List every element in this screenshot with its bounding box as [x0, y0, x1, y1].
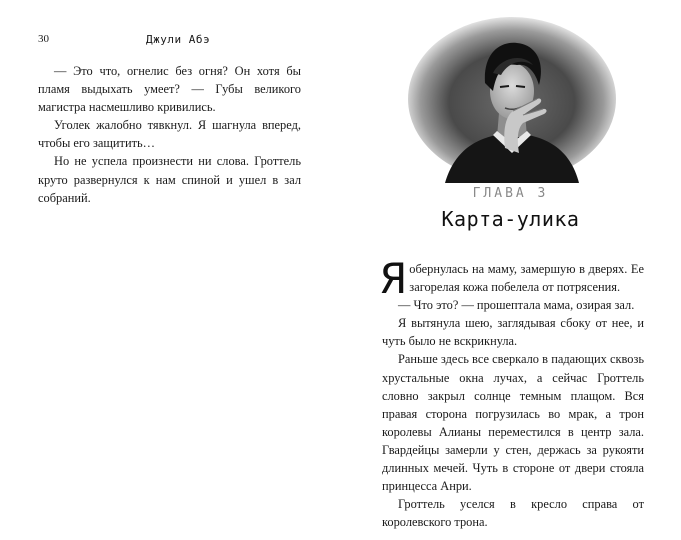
- left-page: [0, 0, 340, 540]
- first-paragraph-text: обернулась на маму, замершую в дверях. Ее загорелая кожа побелела от потрясения.: [409, 262, 644, 295]
- chapter-label: ГЛАВА 3: [472, 186, 549, 201]
- paragraph: — Что это? — прошептала мама, озирая зал.: [398, 298, 635, 313]
- left-body-text: [38, 62, 301, 207]
- paragraph: Уголек жалобно тявкнул. Я шагнула вперед, чтобы его защитить…: [38, 118, 301, 151]
- right-body-text: [380, 254, 644, 531]
- paragraph: Но не успела произнести ни слова. Гроттель круто развернулся к нам спиной и ушел в зал собраний.: [38, 154, 301, 205]
- right-page: [340, 0, 681, 540]
- chapter-title: Карта-улика: [441, 207, 580, 231]
- paragraph: — Это что, огнелис без огня? Он хотя бы пламя выдыхать умеет? — Губы великого магистра насмешливо кривились.: [38, 64, 301, 115]
- chapter-illustration: [405, 13, 619, 183]
- paragraph: Гроттель уселся в кресло справа от королевского трона.: [382, 497, 644, 530]
- running-head: [38, 33, 302, 49]
- page-number: 30: [38, 33, 49, 45]
- drop-cap: Я: [380, 254, 406, 303]
- running-title: Джули Абэ: [146, 33, 211, 46]
- paragraph: Раньше здесь все сверкало в падающих сквозь хрустальные окна лучах, а сейчас Гроттель словно закрыл солнце темным плащом. Вся правая сторона погрузилась во мрак, а трон королевы Алианы переместился в центр зала. Гвардейцы замерли у стен, держась за рукояти длинных мечей. Чуть в стороне от двери стояла принцесса Анри.: [382, 352, 644, 494]
- first-paragraph: [380, 254, 644, 303]
- paragraph: Я вытянула шею, заглядывая сбоку от нее, и чуть было не вскрикнула.: [382, 316, 644, 349]
- portrait-illustration: [405, 13, 619, 183]
